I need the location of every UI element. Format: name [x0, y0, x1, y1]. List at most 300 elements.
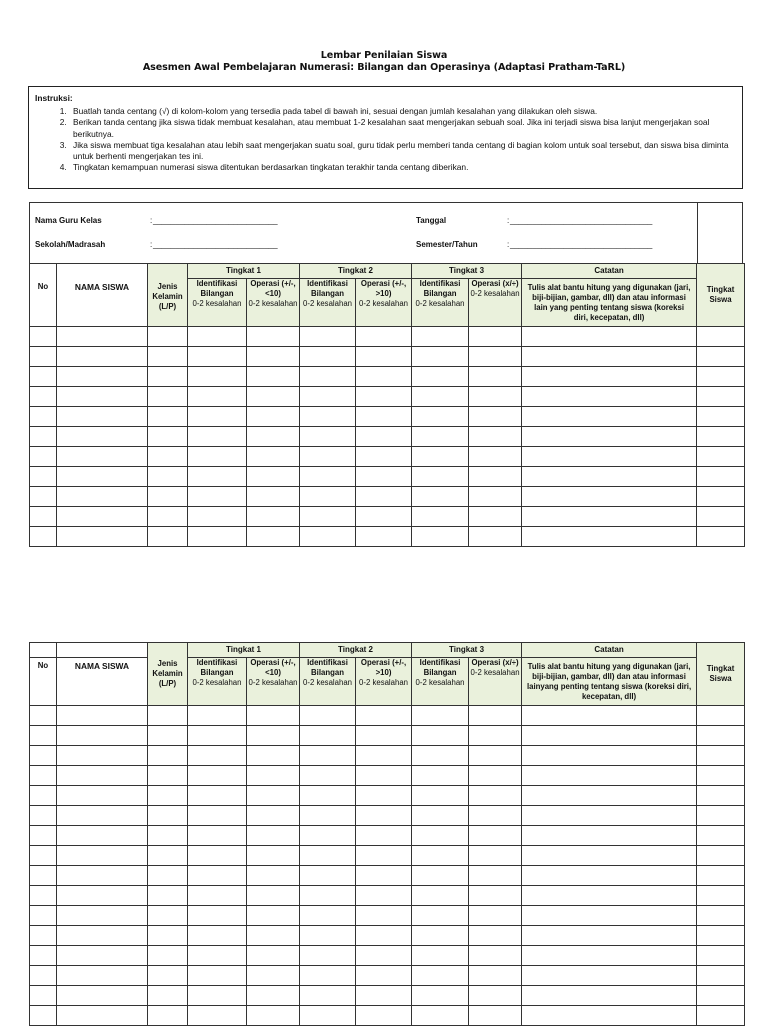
entry-cell[interactable] [188, 766, 247, 786]
entry-cell[interactable] [300, 886, 356, 906]
entry-cell[interactable] [30, 387, 57, 407]
entry-cell[interactable] [300, 407, 356, 427]
entry-cell[interactable] [57, 527, 148, 547]
entry-cell[interactable] [412, 706, 469, 726]
entry-cell[interactable] [188, 507, 247, 527]
entry-cell[interactable] [30, 706, 57, 726]
entry-cell[interactable] [57, 447, 148, 467]
entry-cell[interactable] [522, 367, 697, 387]
entry-cell[interactable] [469, 806, 522, 826]
entry-cell[interactable] [188, 986, 247, 1006]
entry-cell[interactable] [30, 866, 57, 886]
entry-cell[interactable] [469, 427, 522, 447]
entry-cell[interactable] [148, 766, 188, 786]
sekolah-field[interactable]: ____________________________ [153, 240, 278, 249]
entry-cell[interactable] [148, 327, 188, 347]
entry-cell[interactable] [188, 886, 247, 906]
entry-cell[interactable] [522, 806, 697, 826]
entry-cell[interactable] [412, 447, 469, 467]
entry-cell[interactable] [188, 786, 247, 806]
entry-cell[interactable] [57, 826, 148, 846]
entry-cell[interactable] [148, 427, 188, 447]
entry-cell[interactable] [697, 826, 745, 846]
entry-cell[interactable] [697, 447, 745, 467]
entry-cell[interactable] [30, 367, 57, 387]
entry-cell[interactable] [356, 487, 412, 507]
entry-cell[interactable] [522, 906, 697, 926]
entry-cell[interactable] [300, 946, 356, 966]
entry-cell[interactable] [247, 746, 300, 766]
entry-cell[interactable] [697, 507, 745, 527]
entry-cell[interactable] [469, 746, 522, 766]
entry-cell[interactable] [148, 1006, 188, 1026]
entry-cell[interactable] [247, 527, 300, 547]
entry-cell[interactable] [57, 746, 148, 766]
entry-cell[interactable] [148, 806, 188, 826]
entry-cell[interactable] [247, 427, 300, 447]
entry-cell[interactable] [30, 766, 57, 786]
entry-cell[interactable] [469, 527, 522, 547]
entry-cell[interactable] [356, 926, 412, 946]
entry-cell[interactable] [356, 527, 412, 547]
entry-cell[interactable] [697, 786, 745, 806]
entry-cell[interactable] [522, 786, 697, 806]
entry-cell[interactable] [57, 327, 148, 347]
entry-cell[interactable] [30, 806, 57, 826]
entry-cell[interactable] [522, 507, 697, 527]
entry-cell[interactable] [300, 367, 356, 387]
entry-cell[interactable] [148, 986, 188, 1006]
entry-cell[interactable] [300, 327, 356, 347]
entry-cell[interactable] [356, 447, 412, 467]
entry-cell[interactable] [697, 367, 745, 387]
entry-cell[interactable] [57, 467, 148, 487]
entry-cell[interactable] [188, 926, 247, 946]
entry-cell[interactable] [356, 786, 412, 806]
entry-cell[interactable] [148, 786, 188, 806]
entry-cell[interactable] [469, 946, 522, 966]
entry-cell[interactable] [148, 367, 188, 387]
entry-cell[interactable] [300, 347, 356, 367]
entry-cell[interactable] [188, 527, 247, 547]
guru-field[interactable]: ____________________________ [153, 216, 278, 225]
entry-cell[interactable] [300, 447, 356, 467]
entry-cell[interactable] [188, 746, 247, 766]
entry-cell[interactable] [188, 367, 247, 387]
entry-cell[interactable] [148, 467, 188, 487]
entry-cell[interactable] [300, 487, 356, 507]
entry-cell[interactable] [148, 407, 188, 427]
entry-cell[interactable] [522, 766, 697, 786]
entry-cell[interactable] [469, 407, 522, 427]
entry-cell[interactable] [412, 846, 469, 866]
entry-cell[interactable] [188, 806, 247, 826]
entry-cell[interactable] [697, 846, 745, 866]
entry-cell[interactable] [522, 986, 697, 1006]
entry-cell[interactable] [148, 387, 188, 407]
entry-cell[interactable] [30, 746, 57, 766]
entry-cell[interactable] [57, 347, 148, 367]
entry-cell[interactable] [469, 846, 522, 866]
entry-cell[interactable] [697, 527, 745, 547]
entry-cell[interactable] [57, 427, 148, 447]
entry-cell[interactable] [188, 866, 247, 886]
entry-cell[interactable] [148, 886, 188, 906]
entry-cell[interactable] [300, 746, 356, 766]
entry-cell[interactable] [57, 407, 148, 427]
entry-cell[interactable] [300, 726, 356, 746]
entry-cell[interactable] [148, 447, 188, 467]
entry-cell[interactable] [697, 726, 745, 746]
entry-cell[interactable] [300, 467, 356, 487]
entry-cell[interactable] [148, 347, 188, 367]
entry-cell[interactable] [300, 866, 356, 886]
entry-cell[interactable] [247, 467, 300, 487]
entry-cell[interactable] [300, 786, 356, 806]
entry-cell[interactable] [469, 726, 522, 746]
entry-cell[interactable] [247, 866, 300, 886]
entry-cell[interactable] [57, 786, 148, 806]
entry-cell[interactable] [522, 527, 697, 547]
entry-cell[interactable] [356, 846, 412, 866]
entry-cell[interactable] [697, 766, 745, 786]
entry-cell[interactable] [247, 846, 300, 866]
entry-cell[interactable] [697, 806, 745, 826]
entry-cell[interactable] [522, 427, 697, 447]
entry-cell[interactable] [469, 866, 522, 886]
entry-cell[interactable] [57, 846, 148, 866]
entry-cell[interactable] [247, 826, 300, 846]
entry-cell[interactable] [522, 487, 697, 507]
entry-cell[interactable] [300, 387, 356, 407]
entry-cell[interactable] [247, 706, 300, 726]
entry-cell[interactable] [356, 387, 412, 407]
entry-cell[interactable] [522, 746, 697, 766]
entry-cell[interactable] [30, 946, 57, 966]
entry-cell[interactable] [148, 726, 188, 746]
entry-cell[interactable] [522, 387, 697, 407]
entry-cell[interactable] [469, 367, 522, 387]
entry-cell[interactable] [247, 1006, 300, 1026]
entry-cell[interactable] [356, 407, 412, 427]
entry-cell[interactable] [57, 507, 148, 527]
entry-cell[interactable] [356, 966, 412, 986]
entry-cell[interactable] [412, 487, 469, 507]
entry-cell[interactable] [30, 347, 57, 367]
entry-cell[interactable] [356, 1006, 412, 1026]
entry-cell[interactable] [356, 507, 412, 527]
entry-cell[interactable] [697, 427, 745, 447]
entry-cell[interactable] [300, 806, 356, 826]
entry-cell[interactable] [148, 866, 188, 886]
entry-cell[interactable] [412, 467, 469, 487]
entry-cell[interactable] [30, 966, 57, 986]
entry-cell[interactable] [30, 886, 57, 906]
entry-cell[interactable] [412, 327, 469, 347]
entry-cell[interactable] [356, 706, 412, 726]
entry-cell[interactable] [522, 866, 697, 886]
entry-cell[interactable] [57, 806, 148, 826]
entry-cell[interactable] [697, 746, 745, 766]
entry-cell[interactable] [697, 866, 745, 886]
entry-cell[interactable] [697, 886, 745, 906]
entry-cell[interactable] [57, 986, 148, 1006]
entry-cell[interactable] [57, 966, 148, 986]
entry-cell[interactable] [300, 986, 356, 1006]
entry-cell[interactable] [247, 447, 300, 467]
entry-cell[interactable] [57, 487, 148, 507]
entry-cell[interactable] [30, 467, 57, 487]
entry-cell[interactable] [148, 487, 188, 507]
entry-cell[interactable] [30, 786, 57, 806]
entry-cell[interactable] [697, 327, 745, 347]
entry-cell[interactable] [188, 706, 247, 726]
entry-cell[interactable] [300, 826, 356, 846]
entry-cell[interactable] [30, 447, 57, 467]
entry-cell[interactable] [469, 507, 522, 527]
entry-cell[interactable] [30, 327, 57, 347]
entry-cell[interactable] [247, 886, 300, 906]
entry-cell[interactable] [188, 447, 247, 467]
entry-cell[interactable] [300, 507, 356, 527]
entry-cell[interactable] [247, 367, 300, 387]
entry-cell[interactable] [57, 387, 148, 407]
entry-cell[interactable] [30, 826, 57, 846]
entry-cell[interactable] [697, 966, 745, 986]
entry-cell[interactable] [30, 726, 57, 746]
entry-cell[interactable] [522, 726, 697, 746]
entry-cell[interactable] [300, 1006, 356, 1026]
entry-cell[interactable] [522, 467, 697, 487]
entry-cell[interactable] [356, 906, 412, 926]
entry-cell[interactable] [412, 347, 469, 367]
entry-cell[interactable] [247, 946, 300, 966]
entry-cell[interactable] [412, 886, 469, 906]
entry-cell[interactable] [300, 527, 356, 547]
entry-cell[interactable] [412, 826, 469, 846]
entry-cell[interactable] [188, 407, 247, 427]
entry-cell[interactable] [412, 407, 469, 427]
entry-cell[interactable] [469, 487, 522, 507]
entry-cell[interactable] [356, 826, 412, 846]
entry-cell[interactable] [412, 986, 469, 1006]
entry-cell[interactable] [522, 966, 697, 986]
entry-cell[interactable] [412, 966, 469, 986]
entry-cell[interactable] [247, 507, 300, 527]
entry-cell[interactable] [148, 527, 188, 547]
entry-cell[interactable] [30, 1006, 57, 1026]
entry-cell[interactable] [188, 387, 247, 407]
entry-cell[interactable] [247, 407, 300, 427]
entry-cell[interactable] [356, 806, 412, 826]
entry-cell[interactable] [697, 906, 745, 926]
entry-cell[interactable] [247, 786, 300, 806]
entry-cell[interactable] [356, 367, 412, 387]
entry-cell[interactable] [469, 906, 522, 926]
entry-cell[interactable] [57, 886, 148, 906]
entry-cell[interactable] [30, 926, 57, 946]
entry-cell[interactable] [522, 447, 697, 467]
entry-cell[interactable] [412, 946, 469, 966]
entry-cell[interactable] [412, 786, 469, 806]
entry-cell[interactable] [412, 387, 469, 407]
entry-cell[interactable] [356, 766, 412, 786]
entry-cell[interactable] [697, 347, 745, 367]
entry-cell[interactable] [247, 327, 300, 347]
entry-cell[interactable] [247, 986, 300, 1006]
entry-cell[interactable] [30, 407, 57, 427]
entry-cell[interactable] [57, 926, 148, 946]
entry-cell[interactable] [356, 467, 412, 487]
entry-cell[interactable] [148, 746, 188, 766]
entry-cell[interactable] [522, 1006, 697, 1026]
entry-cell[interactable] [469, 327, 522, 347]
entry-cell[interactable] [522, 347, 697, 367]
entry-cell[interactable] [148, 906, 188, 926]
entry-cell[interactable] [469, 986, 522, 1006]
entry-cell[interactable] [188, 946, 247, 966]
entry-cell[interactable] [300, 926, 356, 946]
entry-cell[interactable] [300, 706, 356, 726]
entry-cell[interactable] [247, 906, 300, 926]
entry-cell[interactable] [148, 507, 188, 527]
entry-cell[interactable] [300, 766, 356, 786]
entry-cell[interactable] [522, 826, 697, 846]
entry-cell[interactable] [412, 746, 469, 766]
entry-cell[interactable] [148, 826, 188, 846]
entry-cell[interactable] [247, 387, 300, 407]
entry-cell[interactable] [188, 826, 247, 846]
entry-cell[interactable] [148, 946, 188, 966]
entry-cell[interactable] [30, 487, 57, 507]
entry-cell[interactable] [412, 427, 469, 447]
entry-cell[interactable] [469, 1006, 522, 1026]
entry-cell[interactable] [57, 866, 148, 886]
entry-cell[interactable] [697, 387, 745, 407]
entry-cell[interactable] [356, 886, 412, 906]
entry-cell[interactable] [57, 1006, 148, 1026]
entry-cell[interactable] [247, 966, 300, 986]
entry-cell[interactable] [30, 427, 57, 447]
entry-cell[interactable] [469, 886, 522, 906]
entry-cell[interactable] [57, 766, 148, 786]
entry-cell[interactable] [522, 926, 697, 946]
entry-cell[interactable] [469, 786, 522, 806]
entry-cell[interactable] [188, 327, 247, 347]
entry-cell[interactable] [412, 507, 469, 527]
entry-cell[interactable] [188, 906, 247, 926]
entry-cell[interactable] [300, 966, 356, 986]
entry-cell[interactable] [412, 766, 469, 786]
entry-cell[interactable] [412, 926, 469, 946]
entry-cell[interactable] [412, 367, 469, 387]
entry-cell[interactable] [469, 347, 522, 367]
entry-cell[interactable] [300, 846, 356, 866]
entry-cell[interactable] [57, 706, 148, 726]
entry-cell[interactable] [148, 706, 188, 726]
entry-cell[interactable] [697, 1006, 745, 1026]
tanggal-field[interactable]: ________________________________ [510, 216, 653, 225]
entry-cell[interactable] [148, 846, 188, 866]
entry-cell[interactable] [522, 407, 697, 427]
entry-cell[interactable] [469, 467, 522, 487]
entry-cell[interactable] [356, 866, 412, 886]
entry-cell[interactable] [469, 766, 522, 786]
entry-cell[interactable] [57, 946, 148, 966]
entry-cell[interactable] [188, 487, 247, 507]
entry-cell[interactable] [30, 507, 57, 527]
entry-cell[interactable] [697, 986, 745, 1006]
entry-cell[interactable] [356, 427, 412, 447]
entry-cell[interactable] [300, 427, 356, 447]
entry-cell[interactable] [356, 327, 412, 347]
entry-cell[interactable] [412, 806, 469, 826]
entry-cell[interactable] [30, 986, 57, 1006]
entry-cell[interactable] [148, 966, 188, 986]
entry-cell[interactable] [247, 726, 300, 746]
entry-cell[interactable] [247, 926, 300, 946]
entry-cell[interactable] [30, 527, 57, 547]
entry-cell[interactable] [469, 966, 522, 986]
entry-cell[interactable] [188, 347, 247, 367]
entry-cell[interactable] [356, 946, 412, 966]
semester-field[interactable]: ________________________________ [510, 240, 653, 249]
entry-cell[interactable] [469, 447, 522, 467]
entry-cell[interactable] [148, 926, 188, 946]
entry-cell[interactable] [188, 1006, 247, 1026]
entry-cell[interactable] [188, 467, 247, 487]
entry-cell[interactable] [469, 826, 522, 846]
entry-cell[interactable] [522, 327, 697, 347]
entry-cell[interactable] [469, 387, 522, 407]
entry-cell[interactable] [188, 966, 247, 986]
entry-cell[interactable] [188, 726, 247, 746]
entry-cell[interactable] [356, 986, 412, 1006]
entry-cell[interactable] [188, 427, 247, 447]
entry-cell[interactable] [247, 347, 300, 367]
entry-cell[interactable] [469, 926, 522, 946]
entry-cell[interactable] [300, 906, 356, 926]
entry-cell[interactable] [697, 407, 745, 427]
entry-cell[interactable] [57, 726, 148, 746]
entry-cell[interactable] [697, 946, 745, 966]
entry-cell[interactable] [412, 906, 469, 926]
entry-cell[interactable] [697, 487, 745, 507]
entry-cell[interactable] [412, 726, 469, 746]
entry-cell[interactable] [469, 706, 522, 726]
entry-cell[interactable] [188, 846, 247, 866]
entry-cell[interactable] [412, 527, 469, 547]
entry-cell[interactable] [247, 806, 300, 826]
entry-cell[interactable] [522, 846, 697, 866]
entry-cell[interactable] [30, 906, 57, 926]
entry-cell[interactable] [356, 746, 412, 766]
entry-cell[interactable] [57, 367, 148, 387]
entry-cell[interactable] [247, 487, 300, 507]
entry-cell[interactable] [412, 866, 469, 886]
entry-cell[interactable] [522, 946, 697, 966]
entry-cell[interactable] [30, 846, 57, 866]
entry-cell[interactable] [697, 467, 745, 487]
entry-cell[interactable] [522, 886, 697, 906]
entry-cell[interactable] [697, 706, 745, 726]
entry-cell[interactable] [697, 926, 745, 946]
entry-cell[interactable] [412, 1006, 469, 1026]
entry-cell[interactable] [356, 347, 412, 367]
entry-cell[interactable] [356, 726, 412, 746]
entry-cell[interactable] [522, 706, 697, 726]
entry-cell[interactable] [247, 766, 300, 786]
